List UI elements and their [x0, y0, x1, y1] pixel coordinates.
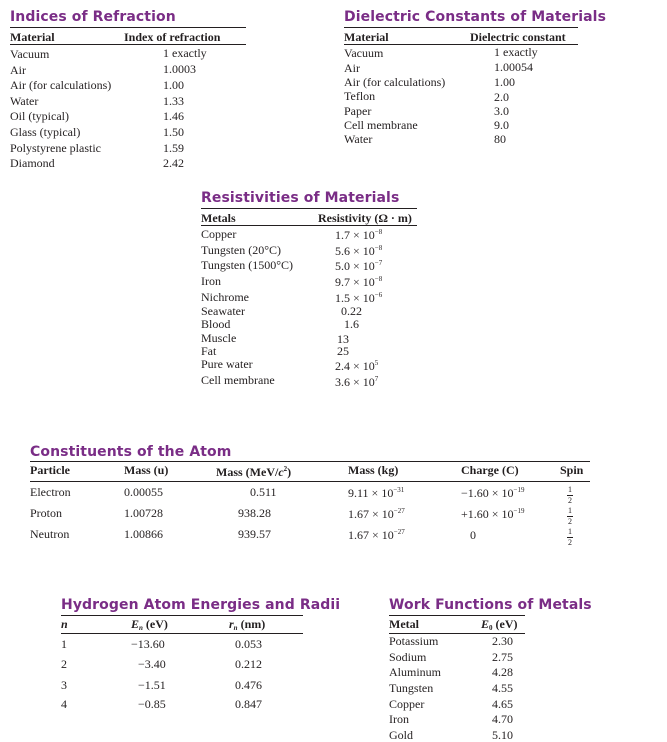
- atom-header-mass-u: Mass (u): [124, 463, 169, 477]
- hydrogen-top-rule: [61, 615, 303, 616]
- resistivity-header-rule: [201, 225, 417, 226]
- resistivity-value: 0.22: [341, 304, 362, 318]
- resistivity-material: Nichrome: [201, 290, 249, 304]
- work-header-energy: $E_0$ (eV): [481, 617, 518, 632]
- refraction-value: 1.59: [163, 141, 184, 155]
- atom-charge: 0: [470, 528, 476, 542]
- resistivity-material: Blood: [201, 317, 231, 331]
- dielectric-value: 1.00: [494, 75, 515, 89]
- hydrogen-energy: −0.85: [138, 697, 166, 711]
- hydrogen-title: Hydrogen Atom Energies and Radii: [61, 597, 341, 613]
- hydrogen-header-n: n: [61, 617, 68, 631]
- dielectric-value: 2.0: [494, 90, 509, 104]
- refraction-value: 1.0003: [163, 62, 196, 76]
- refraction-value: 1 exactly: [163, 46, 207, 60]
- atom-header-spin: Spin: [560, 463, 584, 477]
- work-metal: Potassium: [389, 634, 439, 648]
- hydrogen-radius: 0.847: [235, 697, 262, 711]
- work-header-metal: Metal: [389, 617, 419, 631]
- atom-header-particle: Particle: [30, 463, 70, 477]
- resistivity-material: Pure water: [201, 357, 253, 371]
- atom-spin: $\frac{1}{2}$: [568, 527, 572, 547]
- dielectric-top-rule: [344, 27, 578, 28]
- refraction-value: 1.33: [163, 94, 184, 108]
- atom-mass-mev: 939.57: [238, 527, 271, 541]
- resistivity-value: 25: [337, 344, 349, 358]
- atom-mass-u: 1.00866: [124, 527, 163, 541]
- refraction-material: Oil (typical): [10, 109, 69, 123]
- hydrogen-energy: −1.51: [138, 678, 166, 692]
- atom-mass-u: 1.00728: [124, 506, 163, 520]
- refraction-header-index: Index of refraction: [124, 30, 221, 44]
- resistivity-material: Seawater: [201, 304, 245, 318]
- work-metal: Gold: [389, 728, 413, 742]
- atom-spin: $\frac{1}{2}$: [568, 485, 572, 505]
- dielectric-material: Teflon: [344, 89, 376, 103]
- refraction-value: 1.00: [163, 78, 184, 92]
- resistivity-header-value: Resistivity (Ω · m): [318, 211, 412, 225]
- refraction-header-material: Material: [10, 30, 55, 44]
- dielectric-header-rule: [344, 44, 578, 45]
- hydrogen-n: 3: [61, 678, 67, 692]
- atom-mass-mev: 0.511: [250, 485, 277, 499]
- refraction-material: Diamond: [10, 156, 55, 170]
- resistivity-value: $5.0 \times 10^{-7}$: [335, 259, 383, 273]
- refraction-material: Air: [10, 63, 26, 77]
- hydrogen-energy: −13.60: [131, 637, 165, 651]
- dielectric-header-material: Material: [344, 30, 389, 44]
- work-value: 4.70: [492, 712, 513, 726]
- atom-mass-mev: 938.28: [238, 506, 271, 520]
- refraction-material: Air (for calculations): [10, 78, 112, 92]
- dielectric-material: Water: [344, 132, 373, 146]
- dielectric-material: Paper: [344, 104, 372, 118]
- work-metal: Iron: [389, 712, 409, 726]
- atom-particle: Electron: [30, 485, 71, 499]
- atom-header-charge: Charge (C): [461, 463, 519, 477]
- refraction-top-rule: [10, 27, 246, 28]
- resistivity-value: $9.7 \times 10^{-8}$: [335, 275, 383, 289]
- atom-mass-kg: $1.67 \times 10^{-27}$: [348, 528, 405, 542]
- resistivity-material: Fat: [201, 344, 217, 358]
- atom-mass-u: 0.00055: [124, 485, 163, 499]
- refraction-material: Water: [10, 94, 39, 108]
- hydrogen-header-radius: $r_n$ (nm): [229, 617, 266, 632]
- atom-mass-kg: $9.11 \times 10^{-31}$: [348, 486, 405, 500]
- hydrogen-n: 4: [61, 697, 67, 711]
- work-value: 2.75: [492, 650, 513, 664]
- dielectric-header-constant: Dielectric constant: [470, 30, 566, 44]
- atom-title: Constituents of the Atom: [30, 444, 232, 460]
- hydrogen-radius: 0.212: [235, 657, 262, 671]
- dielectric-material: Vacuum: [344, 46, 384, 60]
- refraction-header-rule: [10, 44, 246, 45]
- resistivity-material: Iron: [201, 274, 221, 288]
- dielectric-value: 1 exactly: [494, 45, 538, 59]
- work-value: 2.30: [492, 634, 513, 648]
- refraction-value: 1.46: [163, 109, 184, 123]
- dielectric-value: 9.0: [494, 118, 509, 132]
- atom-spin: $\frac{1}{2}$: [568, 506, 572, 526]
- refraction-value: 1.50: [163, 125, 184, 139]
- work-metal: Tungsten: [389, 681, 434, 695]
- refraction-material: Glass (typical): [10, 125, 81, 139]
- hydrogen-radius: 0.053: [235, 637, 262, 651]
- dielectric-value: 1.00054: [494, 60, 533, 74]
- resistivity-value: 13: [337, 332, 349, 346]
- work-metal: Aluminum: [389, 665, 442, 679]
- refraction-material: Vacuum: [10, 47, 50, 61]
- refraction-material: Polystyrene plastic: [10, 141, 101, 155]
- work-value: 4.65: [492, 697, 513, 711]
- refraction-title: Indices of Refraction: [10, 9, 176, 25]
- atom-top-rule: [30, 461, 590, 462]
- work-top-rule: [389, 615, 525, 616]
- hydrogen-energy: −3.40: [138, 657, 166, 671]
- dielectric-value: 80: [494, 132, 506, 146]
- atom-header-mass-mev: Mass $(MeV/c^2)$: [216, 465, 292, 479]
- refraction-value: 2.42: [163, 156, 184, 170]
- dielectric-material: Air: [344, 61, 360, 75]
- resistivity-top-rule: [201, 208, 417, 209]
- dielectric-value: 3.0: [494, 104, 509, 118]
- work-value: 4.55: [492, 681, 513, 695]
- resistivity-value: $3.6 \times 10^7$: [335, 375, 379, 389]
- resistivity-value: $2.4 \times 10^5$: [335, 359, 379, 373]
- resistivity-material: Tungsten (1500°C): [201, 258, 294, 272]
- resistivity-title: Resistivities of Materials: [201, 190, 400, 206]
- atom-particle: Neutron: [30, 527, 70, 541]
- dielectric-title: Dielectric Constants of Materials: [344, 9, 607, 25]
- hydrogen-header-rule: [61, 633, 303, 634]
- resistivity-value: $5.6 \times 10^{-8}$: [335, 244, 383, 258]
- atom-charge: $-1.60 \times 10^{-19}$: [461, 486, 525, 500]
- work-metal: Copper: [389, 697, 425, 711]
- resistivity-value: $1.7 \times 10^{-8}$: [335, 228, 383, 242]
- hydrogen-radius: 0.476: [235, 678, 262, 692]
- atom-charge: $+1.60 \times 10^{-19}$: [461, 507, 525, 521]
- atom-header-rule: [30, 481, 590, 482]
- work-value: 5.10: [492, 728, 513, 742]
- resistivity-material: Tungsten (20°C): [201, 243, 282, 257]
- work-title: Work Functions of Metals: [389, 597, 592, 613]
- atom-mass-kg: $1.67 \times 10^{-27}$: [348, 507, 405, 521]
- work-value: 4.28: [492, 665, 513, 679]
- hydrogen-n: 2: [61, 657, 67, 671]
- work-metal: Sodium: [389, 650, 427, 664]
- hydrogen-header-energy: $E_n$ (eV): [131, 617, 168, 632]
- atom-header-mass-kg: Mass (kg): [348, 463, 399, 477]
- dielectric-material: Air (for calculations): [344, 75, 446, 89]
- atom-particle: Proton: [30, 506, 63, 520]
- resistivity-material: Muscle: [201, 331, 237, 345]
- resistivity-value: 1.6: [344, 317, 359, 331]
- resistivity-material: Copper: [201, 227, 237, 241]
- hydrogen-n: 1: [61, 637, 67, 651]
- dielectric-material: Cell membrane: [344, 118, 418, 132]
- resistivity-material: Cell membrane: [201, 373, 275, 387]
- resistivity-header-metals: Metals: [201, 211, 236, 225]
- resistivity-value: $1.5 \times 10^{-6}$: [335, 291, 383, 305]
